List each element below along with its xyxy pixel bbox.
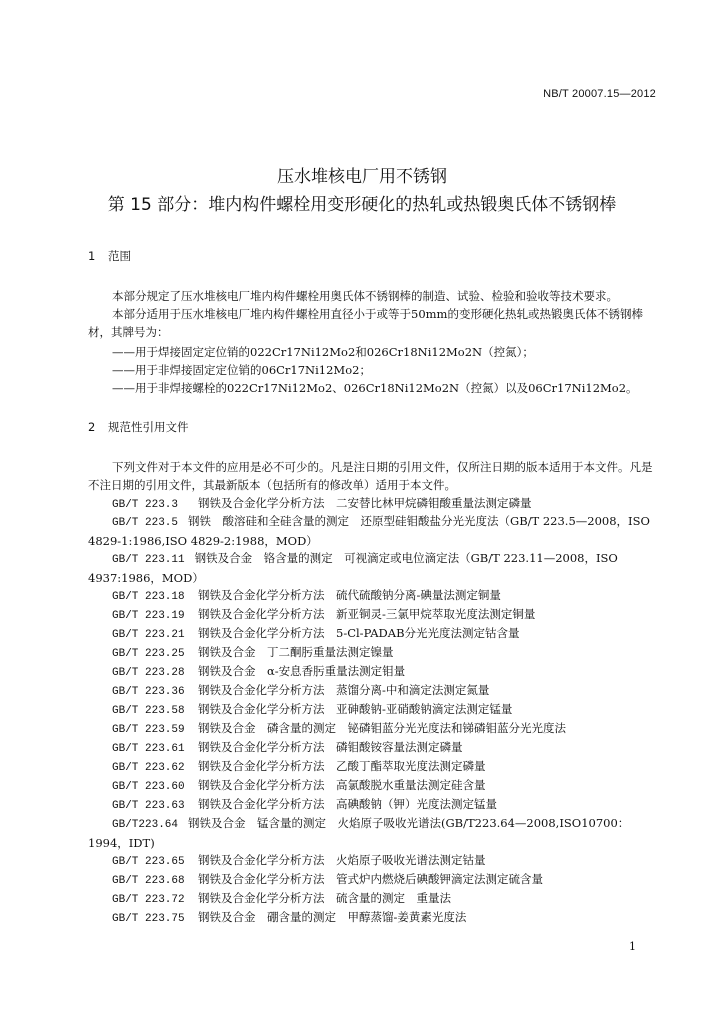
section-number: 2 [88, 420, 96, 434]
section-number: 1 [88, 249, 96, 263]
reference-item [112, 889, 658, 909]
reference-code: GB/T 223.25 [112, 648, 185, 660]
reference-code: GB/T 223.68 [112, 875, 185, 887]
reference-item [112, 624, 658, 644]
reference-item [112, 681, 658, 701]
reference-item [112, 908, 658, 928]
reference-code: GB/T 223.62 [112, 762, 185, 774]
reference-code: GB/T 223.3 [112, 499, 179, 511]
reference-item [88, 549, 658, 587]
reference-title: 钢铁及合金 硼含量的测定 甲醇蒸馏-姜黄素光度法 [198, 910, 467, 924]
reference-title: 钢铁及合金化学分析方法 高碘酸钠（钾）光度法测定锰量 [198, 797, 497, 811]
paragraph: 本部分规定了压水堆核电厂堆内构件螺栓用奥氏体不锈钢棒的制造、试验、检验和验收等技术要求。 [112, 289, 618, 303]
reference-code: GB/T 223.36 [112, 686, 185, 698]
reference-code: GB/T 223.28 [112, 667, 185, 679]
reference-code: GB/T 223.63 [112, 800, 185, 812]
reference-code: GB/T 223.60 [112, 781, 185, 793]
reference-item [112, 719, 658, 739]
reference-item [112, 494, 658, 514]
reference-title: 钢铁及合金 磷含量的测定 铋磷钼蓝分光光度法和锑磷钼蓝分光光度法 [198, 721, 566, 735]
reference-title: 钢铁及合金 丁二酮肟重量法测定镍量 [198, 645, 394, 659]
reference-title: 钢铁及合金化学分析方法 磷钼酸铵容量法测定磷量 [198, 740, 463, 754]
reference-title: 钢铁及合金 锰含量的测定 火焰原子吸收光谱法(GB/T223.64—2008,ISO10700：1994，IDT) [88, 816, 630, 850]
reference-title: 钢铁及合金化学分析方法 乙酸丁酯萃取光度法测定磷量 [198, 759, 486, 773]
reference-title: 钢铁及合金化学分析方法 火焰原子吸收光谱法测定钴量 [198, 853, 486, 867]
paragraph: 下列文件对于本文件的应用是必不可少的。凡是注日期的引用文件，仅所注日期的版本适用于本文件。凡是不注日期的引用文件，其最新版本（包括所有的修改单）适用于本文件。 [88, 460, 653, 492]
reference-code: GB/T 223.65 [112, 856, 185, 868]
reference-item [88, 512, 658, 550]
reference-code: GB/T 223.59 [112, 724, 185, 736]
reference-title: 钢铁及合金化学分析方法 硫代硫酸钠分离-碘量法测定铜量 [198, 588, 501, 602]
reference-code: GB/T 223.75 [112, 913, 185, 925]
reference-title: 钢铁及合金化学分析方法 亚砷酸钠-亚硝酸钠滴定法测定锰量 [198, 702, 513, 716]
reference-code: GB/T 223.11 [112, 554, 185, 566]
reference-item [112, 700, 658, 720]
reference-item [112, 851, 658, 871]
reference-item [112, 738, 658, 758]
reference-code: GB/T 223.21 [112, 629, 185, 641]
reference-title: 钢铁 酸溶硅和全硅含量的测定 还原型硅钼酸盐分光光度法（GB/T 223.5—2008，ISO 4829-1:1986,ISO 4829-2:1988，MOD） [88, 514, 650, 548]
reference-item [112, 776, 658, 796]
reference-item [112, 870, 658, 890]
reference-title: 钢铁及合金化学分析方法 管式炉内燃烧后碘酸钾滴定法测定硫含量 [198, 872, 543, 886]
list-item: ——用于非焊接螺栓的022Cr17Ni12Mo2、026Cr18Ni12Mo2N（控氮）以及06Cr17Ni12Mo2。 [112, 381, 638, 395]
reference-item [112, 795, 658, 815]
reference-title: 钢铁及合金化学分析方法 二安替比林甲烷磷钼酸重量法测定磷量 [198, 496, 532, 510]
list-item: ——用于焊接固定定位销的022Cr17Ni12Mo2和026Cr18Ni12Mo2N（控氮）； [112, 345, 534, 359]
section-1-heading [88, 248, 131, 264]
reference-code: GB/T 223.61 [112, 743, 185, 755]
reference-title: 钢铁及合金化学分析方法 新亚铜灵-三氯甲烷萃取光度法测定铜量 [198, 607, 536, 621]
section-title: 范围 [108, 249, 131, 263]
reference-title: 钢铁及合金化学分析方法 高氯酸脱水重量法测定硅含量 [198, 778, 486, 792]
page-number: 1 [629, 940, 636, 953]
section-title: 规范性引用文件 [108, 420, 189, 434]
document-title: 压水堆核电厂用不锈钢 [277, 167, 447, 187]
reference-item [88, 814, 658, 852]
reference-item [112, 605, 658, 625]
paragraph: 本部分适用于压水堆核电厂堆内构件螺栓用直径小于或等于50mm的变形硬化热轧或热锻奥氏体不锈钢棒材，其牌号为： [88, 307, 643, 339]
reference-code: GB/T223.64 [112, 819, 179, 831]
reference-item [112, 757, 658, 777]
reference-code: GB/T 223.72 [112, 894, 185, 906]
reference-title: 钢铁及合金 铬含量的测定 可视滴定或电位滴定法（GB/T 223.11—2008，ISO 4937:1986，MOD） [88, 551, 618, 585]
section-2-heading [88, 419, 189, 435]
list-item: ——用于非焊接固定定位销的06Cr17Ni12Mo2； [112, 363, 371, 377]
reference-title: 钢铁及合金 α-安息香肟重量法测定钼量 [198, 664, 406, 678]
document-subtitle: 第 15 部分：堆内构件螺栓用变形硬化的热轧或热锻奥氏体不锈钢棒 [107, 195, 617, 215]
reference-title: 钢铁及合金化学分析方法 硫含量的测定 重量法 [198, 891, 451, 905]
reference-title: 钢铁及合金化学分析方法 蒸馏分离-中和滴定法测定氮量 [198, 683, 490, 697]
reference-code: GB/T 223.18 [112, 591, 185, 603]
reference-code: GB/T 223.58 [112, 705, 185, 717]
reference-item [112, 643, 658, 663]
reference-code: GB/T 223.5 [112, 517, 179, 529]
reference-item [112, 662, 658, 682]
reference-code: GB/T 223.19 [112, 610, 185, 622]
reference-title: 钢铁及合金化学分析方法 5-Cl-PADAB分光光度法测定钴含量 [198, 626, 520, 640]
reference-item [112, 586, 658, 606]
standard-code: NB/T 20007.15—2012 [543, 88, 656, 100]
